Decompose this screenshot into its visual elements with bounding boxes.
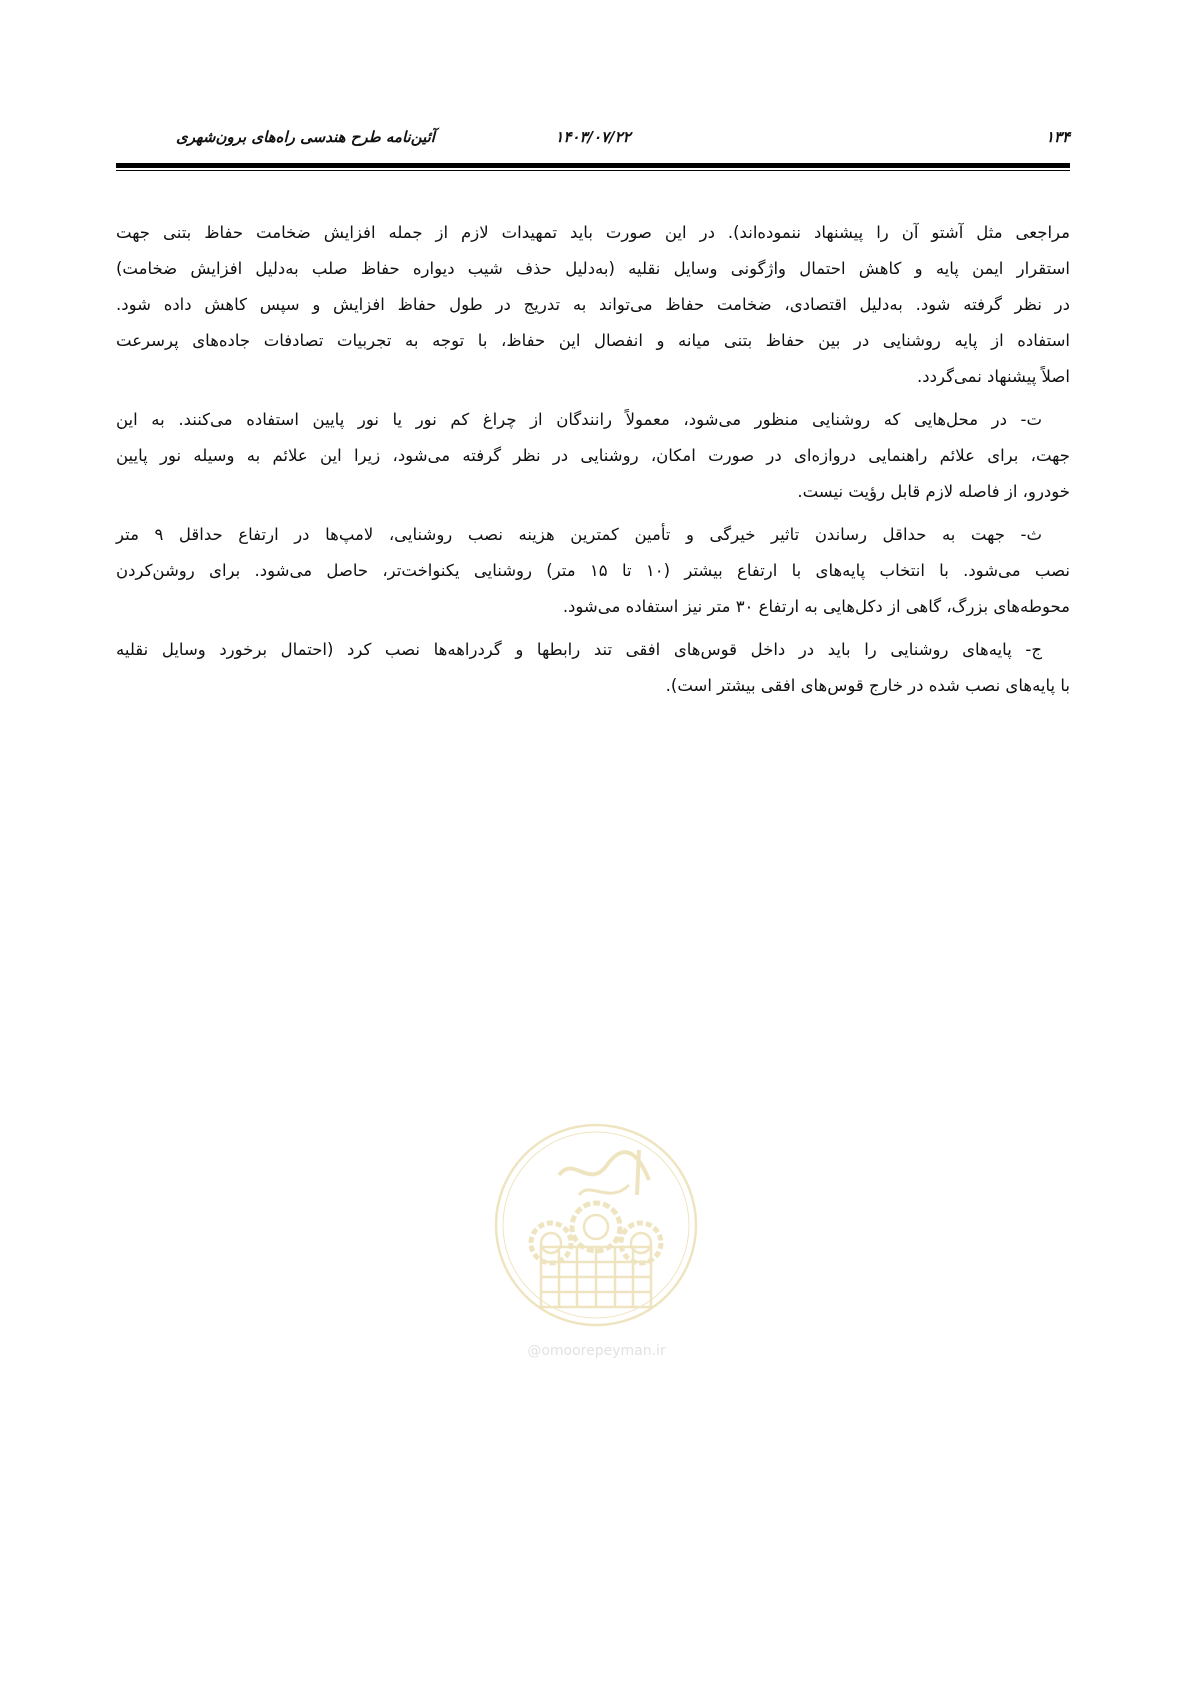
watermark-logo xyxy=(489,1115,704,1365)
text-line: استقرار ایمن پایه و کاهش احتمال واژگونی وسایل نقلیه (به‌دلیل حذف شیب دیواره حفاظ صلب به‌دلیل افزایش ضخامت) xyxy=(116,259,1070,278)
document-title: آئین‌نامه طرح هندسی راه‌های برون‌شهری xyxy=(176,128,435,146)
text-line: اصلاً پیشنهاد نمی‌گردد. xyxy=(917,367,1070,386)
page-header xyxy=(116,128,1070,152)
body-text xyxy=(116,215,1070,711)
text-line: نصب می‌شود. با انتخاب پایه‌های با ارتفاع بیشتر (۱۰ تا ۱۵ متر) روشنایی یکنواخت‌تر، حاصل می‌شود. برای روشن‌کردن xyxy=(116,561,1071,580)
text-line: در نظر گرفته شود. به‌دلیل اقتصادی، ضخامت حفاظ می‌تواند به تدریج در طول حفاظ افزایش و سپس کاهش داده شود. xyxy=(116,295,1070,314)
paragraph xyxy=(116,215,1070,395)
text-line: ث- جهت به حداقل رساندن تاثیر خیرگی و تأمین کمترین هزینه نصب روشنایی، لامپ‌ها در ارتفاع حداقل ۹ متر xyxy=(116,525,1042,544)
text-line: محوطه‌های بزرگ، گاهی از دکل‌هایی به ارتفاع ۳۰ متر نیز استفاده می‌شود. xyxy=(562,597,1070,616)
text-line: مراجعی مثل آشتو آن را پیشنهاد ننموده‌اند). در این صورت باید تمهیدات لازم از جمله افزایش ضخامت حفاظ بتنی جهت xyxy=(116,223,1070,242)
watermark-website: @omoorepeyman.ir xyxy=(527,1343,666,1359)
text-line: استفاده از پایه روشنایی در بین حفاظ بتنی میانه و انفصال این حفاظ، با توجه به تجربیات تصادفات جاده‌های پرسرعت xyxy=(116,331,1070,350)
header-date: ۱۴۰۳/۰۷/۲۲ xyxy=(555,128,631,146)
text-line: خودرو، از فاصله لازم قابل رؤیت نیست. xyxy=(797,482,1070,501)
text-line: جهت، برای علائم راهنمایی دروازه‌ای در صورت امکان، روشنایی در نظر گرفته می‌شود، زیرا این علائم به وسیله نور پایین xyxy=(116,446,1070,465)
header-rule-thick xyxy=(116,163,1070,168)
paragraph-item-se xyxy=(116,517,1070,625)
paragraph-item-te xyxy=(116,402,1070,510)
text-line: ج- پایه‌های روشنایی را باید در داخل قوس‌های افقی تند رابطها و گردراهه‌ها نصب کرد (احتمال برخورد وسایل نقلیه xyxy=(116,640,1042,659)
paragraph-item-jim xyxy=(116,632,1070,704)
text-line: با پایه‌های نصب شده در خارج قوس‌های افقی بیشتر است). xyxy=(665,676,1070,695)
header-rule-thin xyxy=(116,170,1070,171)
text-line: ت- در محل‌هایی که روشنایی منظور می‌شود، معمولاً رانندگان از چراغ کم نور یا نور پایین استفاده می‌کنند. به این xyxy=(116,410,1042,429)
page-number: ۱۳۴ xyxy=(1045,128,1070,146)
watermark-seal-icon xyxy=(489,1115,704,1340)
